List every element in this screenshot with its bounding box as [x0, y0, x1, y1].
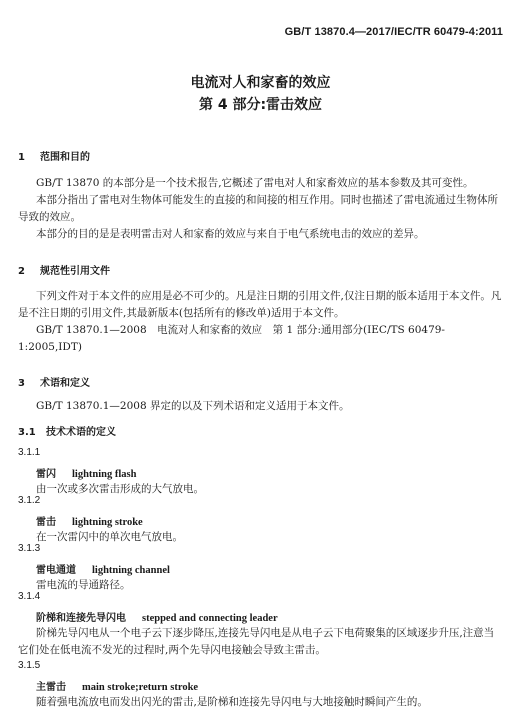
term-heading [36, 513, 143, 528]
section-heading-3 [18, 374, 90, 389]
document-title: 电流对人和家畜的效应 [190, 75, 331, 91]
term-zh: 雷击 [36, 517, 56, 528]
term-number: 3.1.3 [18, 543, 41, 554]
section-number: 2 [18, 266, 25, 277]
section-title: 范围和目的 [40, 152, 90, 163]
standard-number-header: GB/T 13870.4—2017/IEC/TR 60479-4:2011 [284, 26, 503, 38]
term-heading [36, 465, 136, 480]
section-title: 术语和定义 [40, 378, 90, 389]
term-definition: 由一次或多次雷击形成的大气放电。 [36, 483, 204, 495]
subsection-number: 3.1 [18, 427, 36, 438]
term-zh: 雷电通道 [36, 565, 76, 576]
section-title: 规范性引用文件 [40, 266, 110, 277]
term-en: lightning flash [72, 469, 137, 480]
term-heading [36, 609, 278, 624]
paragraph: GB/T 13870.1—2008 界定的以及下列术语和定义适用于本文件。 [36, 400, 350, 412]
term-zh: 阶梯和连接先导闪电 [36, 613, 126, 624]
section-heading-1 [18, 148, 90, 163]
term-number: 3.1.5 [18, 660, 41, 671]
term-number: 3.1.4 [18, 591, 41, 602]
section-heading-2 [18, 262, 110, 277]
paragraph: 本部分的目的是是表明雷击对人和家畜的效应与来自于电气系统电击的效应的差异。 [36, 228, 425, 240]
term-en: main stroke;return stroke [82, 682, 199, 693]
subsection-heading [18, 423, 116, 438]
term-number: 3.1.2 [18, 495, 41, 506]
paragraph: GB/T 13870 的本部分是一个技术报告,它概述了雷电对人和家畜效应的基本参数及其可变性。 [36, 177, 474, 189]
term-zh: 雷闪 [36, 469, 56, 480]
document-subtitle: 第 4 部分:雷击效应 [198, 97, 323, 113]
term-definition: 阶梯先导闪电从一个电子云下逐步降压,连接先导闪电是从电子云下电荷聚集的区域逐步升压,注意当它们处在低电流不发光的过程时,两个先导闪电接触会导致主雷击。 [18, 627, 495, 656]
section-number: 1 [18, 152, 25, 163]
paragraph: 本部分指出了雷电对生物体可能发生的直接的和间接的相互作用。同时也描述了雷电流通过生物体所导致的效应。 [18, 194, 498, 223]
term-heading [36, 678, 198, 693]
term-definition: 在一次雷闪中的单次电气放电。 [36, 531, 183, 543]
term-zh: 主雷击 [36, 682, 66, 693]
term-definition: 雷电流的导通路径。 [36, 579, 131, 591]
section-number: 3 [18, 378, 25, 389]
term-en: stepped and connecting leader [142, 613, 278, 624]
term-number: 3.1.1 [18, 447, 41, 458]
term-en: lightning channel [92, 565, 170, 576]
reference-entry: GB/T 13870.1—2008 电流对人和家畜的效应 第 1 部分:通用部分(IEC/TS 60479-1:2005,IDT) [18, 324, 445, 353]
paragraph: 下列文件对于本文件的应用是必不可少的。凡是注日期的引用文件,仅注日期的版本适用于本文件。凡是不注日期的引用文件,其最新版本(包括所有的修改单)适用于本文件。 [18, 290, 502, 319]
subsection-title: 技术术语的定义 [46, 427, 116, 438]
term-definition: 随着强电流放电而发出闪光的雷击,是阶梯和连接先导闪电与大地接触时瞬间产生的。 [36, 696, 428, 708]
term-heading [36, 561, 170, 576]
term-en: lightning stroke [72, 517, 143, 528]
